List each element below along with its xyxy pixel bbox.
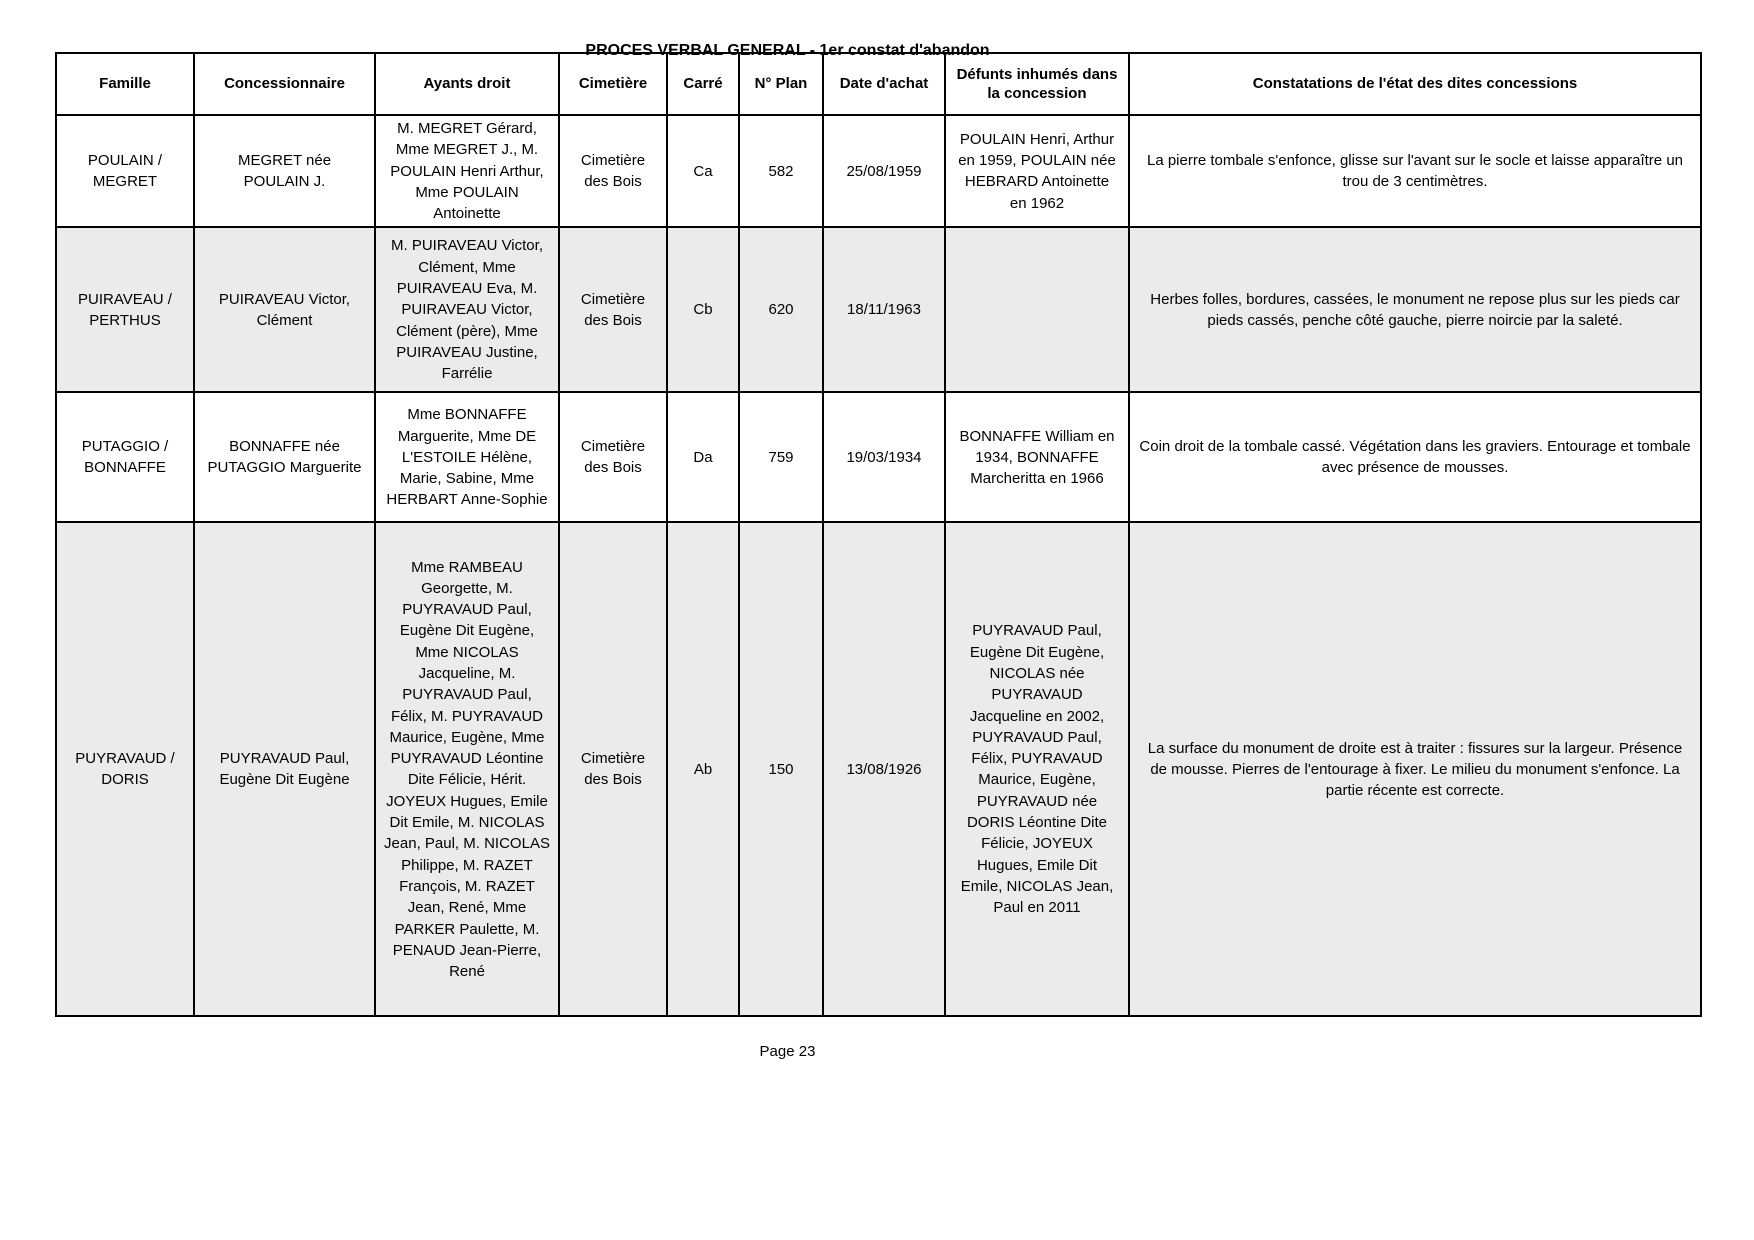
column-header-carre: Carré <box>667 53 739 115</box>
cell-carre: Ab <box>667 522 739 1016</box>
cell-carre: Cb <box>667 227 739 392</box>
column-header-constatations: Constatations de l'état des dites concessions <box>1129 53 1701 115</box>
cell-cimetiere: Cimetière des Bois <box>559 115 667 227</box>
cell-famille: PUTAGGIO / BONNAFFE <box>56 392 194 522</box>
cell-ayants-droit: M. PUIRAVEAU Victor, Clément, Mme PUIRAVEAU Eva, M. PUIRAVEAU Victor, Clément (père), Mme PUIRAVEAU Justine, Farrélie <box>375 227 559 392</box>
cell-date-achat: 25/08/1959 <box>823 115 945 227</box>
cell-no-plan: 620 <box>739 227 823 392</box>
cell-cimetiere: Cimetière des Bois <box>559 522 667 1016</box>
cell-famille: PUIRAVEAU / PERTHUS <box>56 227 194 392</box>
cell-cimetiere: Cimetière des Bois <box>559 227 667 392</box>
cell-concessionnaire: PUIRAVEAU Victor, Clément <box>194 227 375 392</box>
cell-ayants-droit: Mme BONNAFFE Marguerite, Mme DE L'ESTOILE Hélène, Marie, Sabine, Mme HERBART Anne-Sophie <box>375 392 559 522</box>
table-row <box>56 227 1701 392</box>
cell-no-plan: 582 <box>739 115 823 227</box>
cell-carre: Da <box>667 392 739 522</box>
column-header-concessionnaire: Concessionnaire <box>194 53 375 115</box>
page-number: Page 23 <box>759 1043 816 1060</box>
cell-defunts: PUYRAVAUD Paul, Eugène Dit Eugène, NICOLAS née PUYRAVAUD Jacqueline en 2002, PUYRAVAUD Paul, Félix, PUYRAVAUD Maurice, Eugène, PUYRAVAUD née DORIS Léontine Dite Félicie, JOYEUX Hugues, Emile Dit Emile, NICOLAS Jean, Paul en 2011 <box>945 522 1129 1016</box>
cell-constatations: Coin droit de la tombale cassé. Végétation dans les graviers. Entourage et tombale avec présence de mousses. <box>1129 392 1701 522</box>
cell-date-achat: 18/11/1963 <box>823 227 945 392</box>
concessions-table <box>55 52 1702 1017</box>
document-title: PROCES VERBAL GENERAL - 1er constat d'abandon <box>585 42 990 59</box>
cell-concessionnaire: PUYRAVAUD Paul, Eugène Dit Eugène <box>194 522 375 1016</box>
column-header-famille: Famille <box>56 53 194 115</box>
column-header-no-plan: N° Plan <box>739 53 823 115</box>
column-header-cimetiere: Cimetière <box>559 53 667 115</box>
cell-defunts: POULAIN Henri, Arthur en 1959, POULAIN née HEBRARD Antoinette en 1962 <box>945 115 1129 227</box>
cell-constatations: Herbes folles, bordures, cassées, le monument ne repose plus sur les pieds car pieds cassés, penche côté gauche, pierre noircie par la saleté. <box>1129 227 1701 392</box>
table-row <box>56 522 1701 1016</box>
cell-no-plan: 150 <box>739 522 823 1016</box>
cell-carre: Ca <box>667 115 739 227</box>
header-row <box>56 53 1701 115</box>
cell-famille: PUYRAVAUD / DORIS <box>56 522 194 1016</box>
column-header-ayants-droit: Ayants droit <box>375 53 559 115</box>
cell-no-plan: 759 <box>739 392 823 522</box>
cell-date-achat: 19/03/1934 <box>823 392 945 522</box>
cell-date-achat: 13/08/1926 <box>823 522 945 1016</box>
cell-defunts: BONNAFFE William en 1934, BONNAFFE Marcheritta en 1966 <box>945 392 1129 522</box>
cell-defunts <box>945 227 1129 392</box>
cell-constatations: La pierre tombale s'enfonce, glisse sur l'avant sur le socle et laisse apparaître un trou de 3 centimètres. <box>1129 115 1701 227</box>
cell-constatations: La surface du monument de droite est à traiter : fissures sur la largeur. Présence de mousse. Pierres de l'entourage à fixer. Le milieu du monument s'enfonce. La partie récente est correcte. <box>1129 522 1701 1016</box>
cell-ayants-droit: Mme RAMBEAU Georgette, M. PUYRAVAUD Paul, Eugène Dit Eugène, Mme NICOLAS Jacqueline, M. PUYRAVAUD Paul, Félix, M. PUYRAVAUD Maurice, Eugène, Mme PUYRAVAUD Léontine Dite Félicie, Hérit. JOYEUX Hugues, Emile Dit Emile, M. NICOLAS Jean, Paul, M. NICOLAS Philippe, M. RAZET François, M. RAZET Jean, René, Mme PARKER Paulette, M. PENAUD Jean-Pierre, René <box>375 522 559 1016</box>
cell-concessionnaire: MEGRET née POULAIN J. <box>194 115 375 227</box>
table-row <box>56 392 1701 522</box>
table-row <box>56 115 1701 227</box>
column-header-date-achat: Date d'achat <box>823 53 945 115</box>
cell-concessionnaire: BONNAFFE née PUTAGGIO Marguerite <box>194 392 375 522</box>
cell-famille: POULAIN / MEGRET <box>56 115 194 227</box>
cell-cimetiere: Cimetière des Bois <box>559 392 667 522</box>
column-header-defunts: Défunts inhumés dans la concession <box>945 53 1129 115</box>
cell-ayants-droit: M. MEGRET Gérard, Mme MEGRET J., M. POULAIN Henri Arthur, Mme POULAIN Antoinette <box>375 115 559 227</box>
